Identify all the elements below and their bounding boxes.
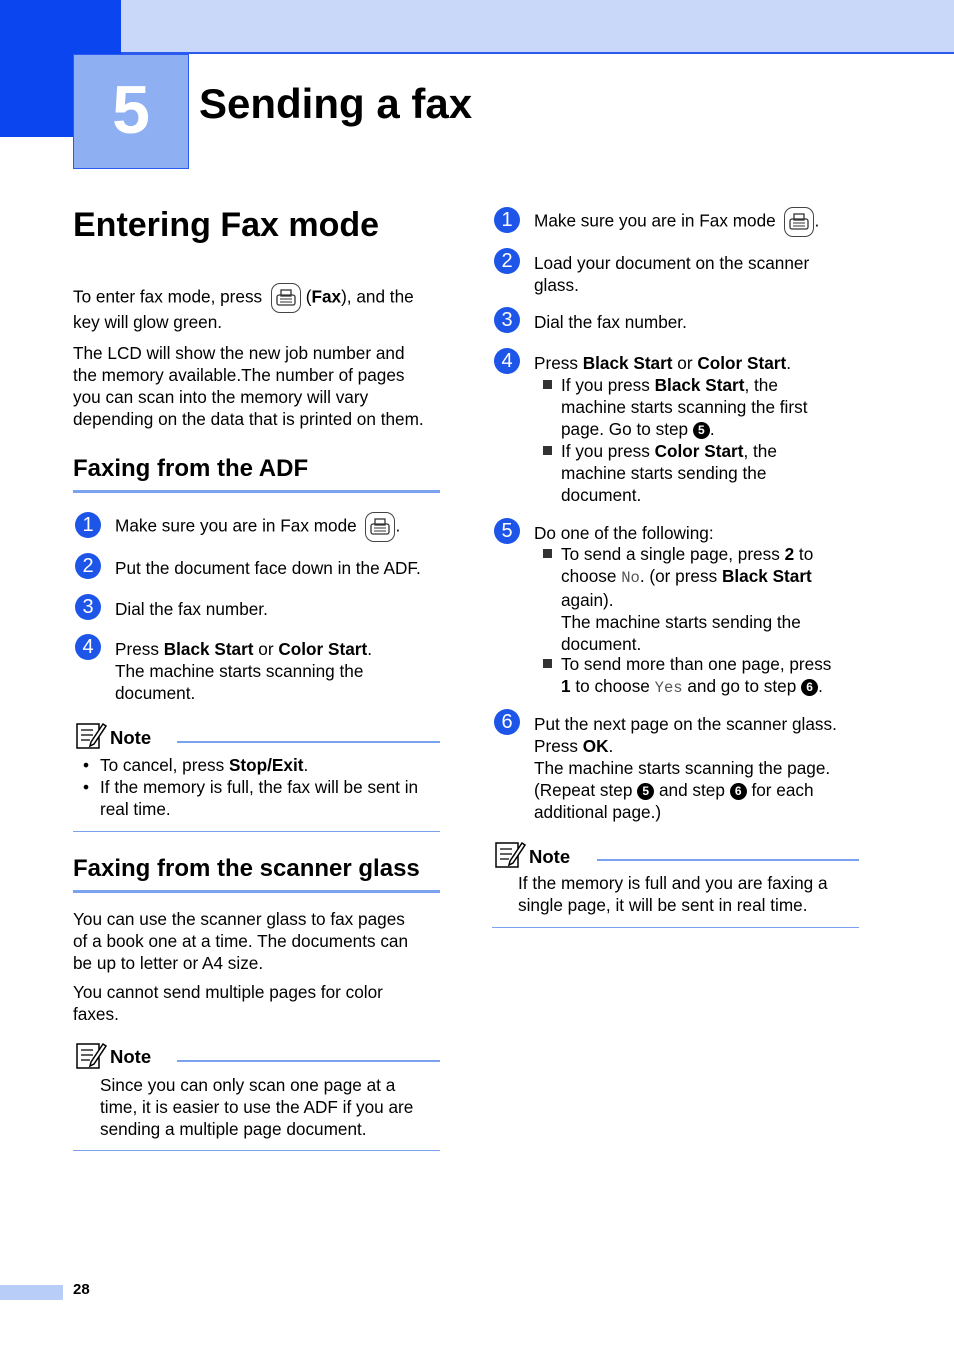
- note-bottom-rule: [73, 1150, 440, 1151]
- square-bullet: [543, 446, 552, 455]
- chapter-number: 5: [112, 72, 150, 148]
- adf-step-2: Put the document face down in the ADF.: [115, 558, 421, 578]
- note-item: • To cancel, press Stop/Exit.: [83, 755, 309, 775]
- note-text: Since you can only scan one page at a time, it is easier to use the ADF if you are sending a multiple page document.: [100, 1075, 414, 1139]
- note-bottom-rule: [73, 831, 440, 832]
- glass-paragraph-2: You cannot send multiple pages for color faxes.: [73, 982, 383, 1024]
- section-rule: [73, 490, 440, 493]
- step-ref-badge: 5: [637, 783, 654, 800]
- glass-step-4: Press Black Start or Color Start.: [534, 353, 791, 373]
- square-bullet: [543, 549, 552, 558]
- fax-key-icon: [365, 512, 395, 542]
- note-pencil-icon: [75, 720, 107, 750]
- section-title-faxing-adf: Faxing from the ADF: [73, 455, 309, 482]
- glass-paragraph-1: You can use the scanner glass to fax pages of a book one at a time. The documents can be up to letter or A4 size.: [73, 909, 409, 973]
- section-rule: [73, 890, 440, 893]
- intro-paragraph-1: To enter fax mode, press (Fax), and the: [73, 283, 453, 313]
- page-number: 28: [73, 1281, 90, 1298]
- note-list: • To cancel, press Stop/Exit. • If the memory is full, the fax will be sent in real time.: [83, 754, 443, 820]
- step-badge-6: 6: [494, 709, 520, 735]
- note-pencil-icon: [75, 1040, 107, 1070]
- step-ref-badge: 6: [801, 679, 818, 696]
- section-title-entering-fax-mode: Entering Fax mode: [73, 206, 380, 244]
- step-badge-5: 5: [494, 518, 520, 544]
- glass-step-6: Put the next page on the scanner glass. Press OK. The machine starts scanning the page. (Repeat step 5 and step 6 for each additional page.): [534, 714, 837, 822]
- step-badge-1: 1: [494, 207, 520, 233]
- adf-step-4: Press Black Start or Color Start. The machine starts scanning the document.: [115, 639, 372, 703]
- step-4-option-black: If you press Black Start, the machine starts scanning the first page. Go to step 5 .: [561, 375, 808, 439]
- chapter-title: Sending a fax: [199, 80, 473, 127]
- note-title: Note: [529, 846, 571, 867]
- glass-step-1: Make sure you are in Fax mode .: [534, 207, 819, 237]
- square-bullet: [543, 659, 552, 668]
- note-rule: [177, 1060, 440, 1062]
- intro-paragraph-1-line2: key will glow green.: [73, 312, 223, 332]
- step-5-option-single: To send a single page, press 2 to choose No. (or press Black Start again). The machine starts sending the document.: [561, 544, 814, 654]
- step-5-option-multiple: To send more than one page, press 1 to choose Yes and go to step 6 .: [561, 654, 832, 697]
- note-text: If the memory is full and you are faxing a single page, it will be sent in real time.: [518, 873, 828, 915]
- adf-step-1: Make sure you are in Fax mode .: [115, 512, 400, 542]
- adf-step-3: Dial the fax number.: [115, 599, 268, 619]
- fax-key-icon: [271, 283, 301, 313]
- note-bottom-rule: [492, 927, 859, 928]
- note-item: • If the memory is full, the fax will be sent in: [83, 777, 419, 797]
- step-badge-4: 4: [494, 348, 520, 374]
- glass-step-2: Load your document on the scanner glass.: [534, 253, 810, 295]
- step-badge-2: 2: [494, 248, 520, 274]
- step-badge-2: 2: [75, 553, 101, 579]
- note-rule: [177, 741, 440, 743]
- step-4-option-color: If you press Color Start, the machine starts sending the document.: [561, 441, 777, 505]
- section-title-faxing-glass: Faxing from the scanner glass: [73, 855, 420, 882]
- note-pencil-icon: [494, 839, 526, 869]
- step-badge-4: 4: [75, 634, 101, 660]
- note-rule: [597, 859, 859, 861]
- step-ref-badge: 6: [730, 783, 747, 800]
- note-title: Note: [110, 727, 152, 748]
- glass-step-3: Dial the fax number.: [534, 312, 687, 332]
- step-ref-badge: 5: [693, 422, 710, 439]
- step-badge-3: 3: [494, 307, 520, 333]
- intro-paragraph-2: The LCD will show the new job number and the memory available.The number of pages you can scan into the memory will vary depending on the data that is printed on them.: [73, 343, 424, 429]
- square-bullet: [543, 380, 552, 389]
- glass-step-5: Do one of the following:: [534, 523, 714, 543]
- step-badge-3: 3: [75, 594, 101, 620]
- step-badge-1: 1: [75, 512, 101, 538]
- fax-key-icon: [784, 207, 814, 237]
- header-band-light: [121, 0, 954, 54]
- footer-tab: [0, 1285, 63, 1300]
- note-title: Note: [110, 1046, 152, 1067]
